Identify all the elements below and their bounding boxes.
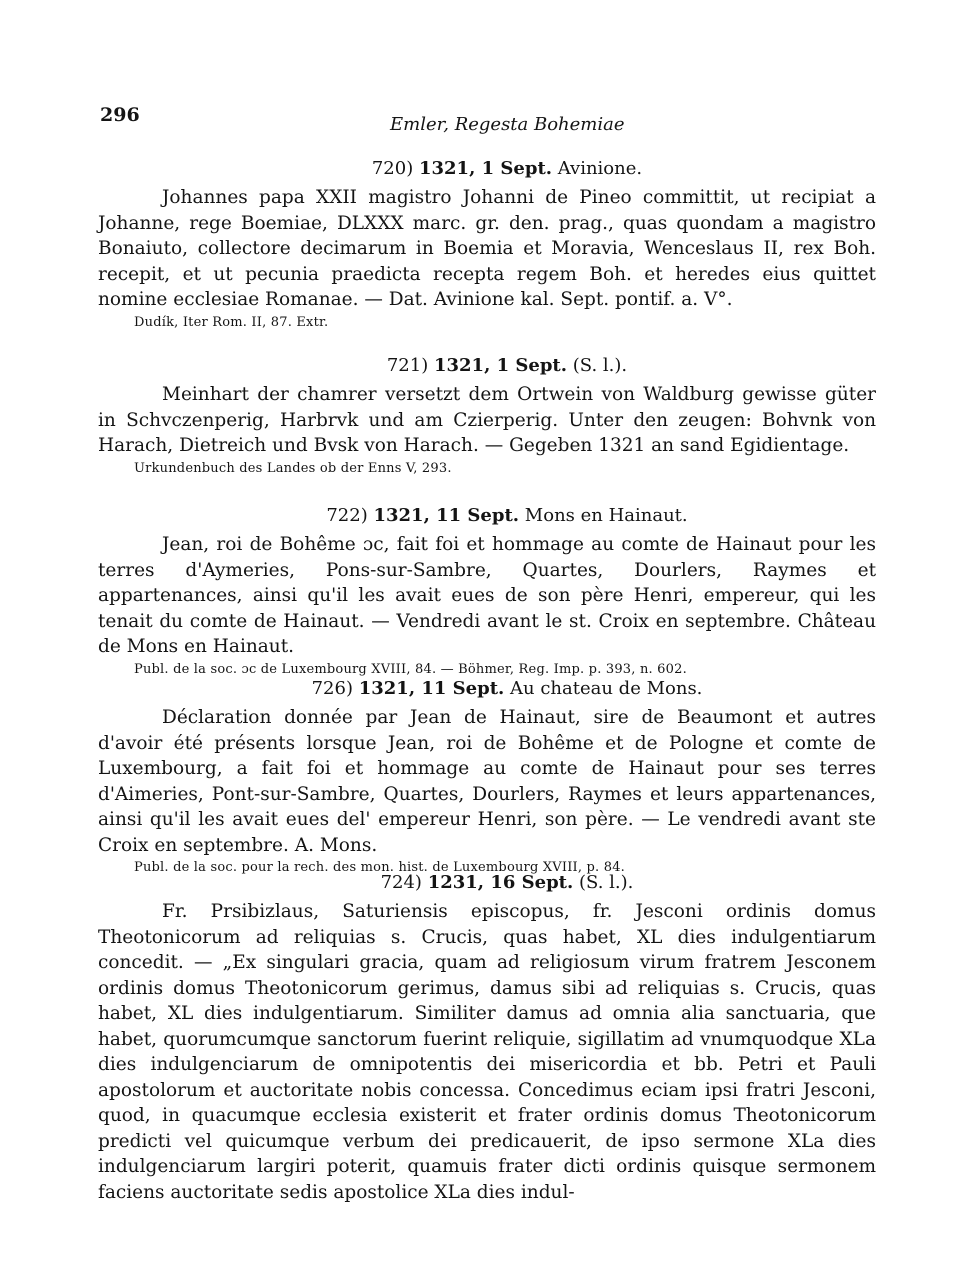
entry-text: Jean, roi de Bohême ɔc, fait foi et hommage au comte de Hainaut pour les terres d'Aymeries, Pons-sur-Sambre, Quartes, Dourlers, Raymes et appartenances, ainsi qu'il les avait eues de son père Henri, empereur, qui les tenait du comte de Hainaut. — Vendredi avant le st. Croix en septembre. Château de Mons en Hainaut. [98,534,876,657]
entry-date: 1231, 16 Sept. [427,872,574,893]
entry-place: (S. l.). [572,355,628,376]
entry-heading [98,678,876,699]
entry-722 [98,505,876,680]
entry-heading [98,158,876,179]
entry-source: Dudík, Iter Rom. II, 87. Extr. [134,314,329,330]
entry-724 [98,872,876,1205]
entry-place: Mons en Hainaut. [524,505,688,526]
entry-date: 1321, 11 Sept. [373,505,520,526]
entry-date: 1321, 11 Sept. [358,678,505,699]
entry-heading [98,505,876,526]
entry-number: 724) [380,872,422,893]
entry-source: Publ. de la soc. ɔc de Luxembourg XVIII, 84. — Böhmer, Reg. Imp. p. 393, n. 602. [134,661,687,677]
entry-heading [98,872,876,893]
entry-text: Fr. Prsibizlaus, Saturiensis episcopus, fr. Jesconi ordinis domus Theotonicorum ad reliquias s. Crucis, quas habet, XL dies indulgentiarum concedit. — „Ex singulari gracia, quam ad religiosum virum fratrem Jesconem ordinis domus Theotonicorum gerimus, damus sibi ad reliquias s. Crucis, quas habet, XL dies indulgentiarum. Similiter damus ad omnia alia sanctuaria, que habet, quorumcumque sanctorum fuerint reliquie, sigillatim ad vnumquodque XLa dies indulgenciarum de omnipotentis dei misericordia et bb. Petri et Pauli apostolorum et auctoritate nobis concessa. Concedimus eciam ipsi fratri Jesconi, quod, in quacumque ecclesia existerit et frater ordinis domus Theotonicorum predicti vel quicumque verbum dei predicauerit, de ipso sermone XLa dies indulgenciarum largiri poterit, quamuis frater dicti ordinis quisque sermonem faciens auctoritate sedis apostolice XLa dies indul- [98,901,876,1203]
entry-number: 726) [311,678,353,699]
entry-number: 721) [386,355,429,376]
entry-text: Meinhart der chamrer versetzt dem Ortwein von Waldburg gewisse güter in Schvczenperig, Harbrvk und am Czierperig. Unter den zeugen: Bohvnk von Harach, Dietreich und Bvsk von Harach. — Gegeben 1321 an sand Egidientage. [98,384,876,456]
entry-heading [98,355,876,376]
entry-place: Avinione. [557,158,643,179]
entry-date: 1321, 1 Sept. [418,158,553,179]
entry-source: Urkundenbuch des Landes ob der Enns V, 293. [134,460,452,476]
entry-date: 1321, 1 Sept. [433,355,568,376]
running-title: Emler, Regesta Bohemiae [390,114,625,135]
entry-text: Johannes papa XXII magistro Johanni de Pineo committit, ut recipiat a Johanne, rege Boemiae, DLXXX marc. gr. den. prag., quas quondam a magistro Bonaiuto, collectore decimarum in Boemia et Moravia, Wenceslaus II, rex Boh. recepit, et ut pecunia praedicta recepta regem Boh. et heredes eius quittet nomine ecclesiae Romanae. — Dat. Avinione kal. Sept. pontif. a. V°. [98,187,876,310]
entry-text: Déclaration donnée par Jean de Hainaut, sire de Beaumont et autres d'avoir été présents lorsque Jean, roi de Bohême et de Pologne et comte de Luxembourg, a fait foi et hommage au comte de Hainaut pour ses terres d'Aimeries, Pont-sur-Sambre, Quartes, Dourlers, Raymes et leurs appartenances, ainsi qu'il les avait eues del' empereur Henri, son père. — Le vendredi avant ste Croix en septembre. A. Mons. [98,707,876,856]
entry-721 [98,355,876,479]
page-header [100,104,880,134]
entry-720 [98,158,876,333]
entry-place: Au chateau de Mons. [510,678,703,699]
entry-number: 720) [371,158,414,179]
page-number: 296 [100,104,140,126]
entry-source: Publ. de la soc. pour la rech. des mon. hist. de Luxembourg XVIII, p. 84. [134,860,625,875]
entry-number: 722) [326,505,368,526]
entry-726 [98,678,876,878]
entry-place: (S. l.). [579,872,634,893]
